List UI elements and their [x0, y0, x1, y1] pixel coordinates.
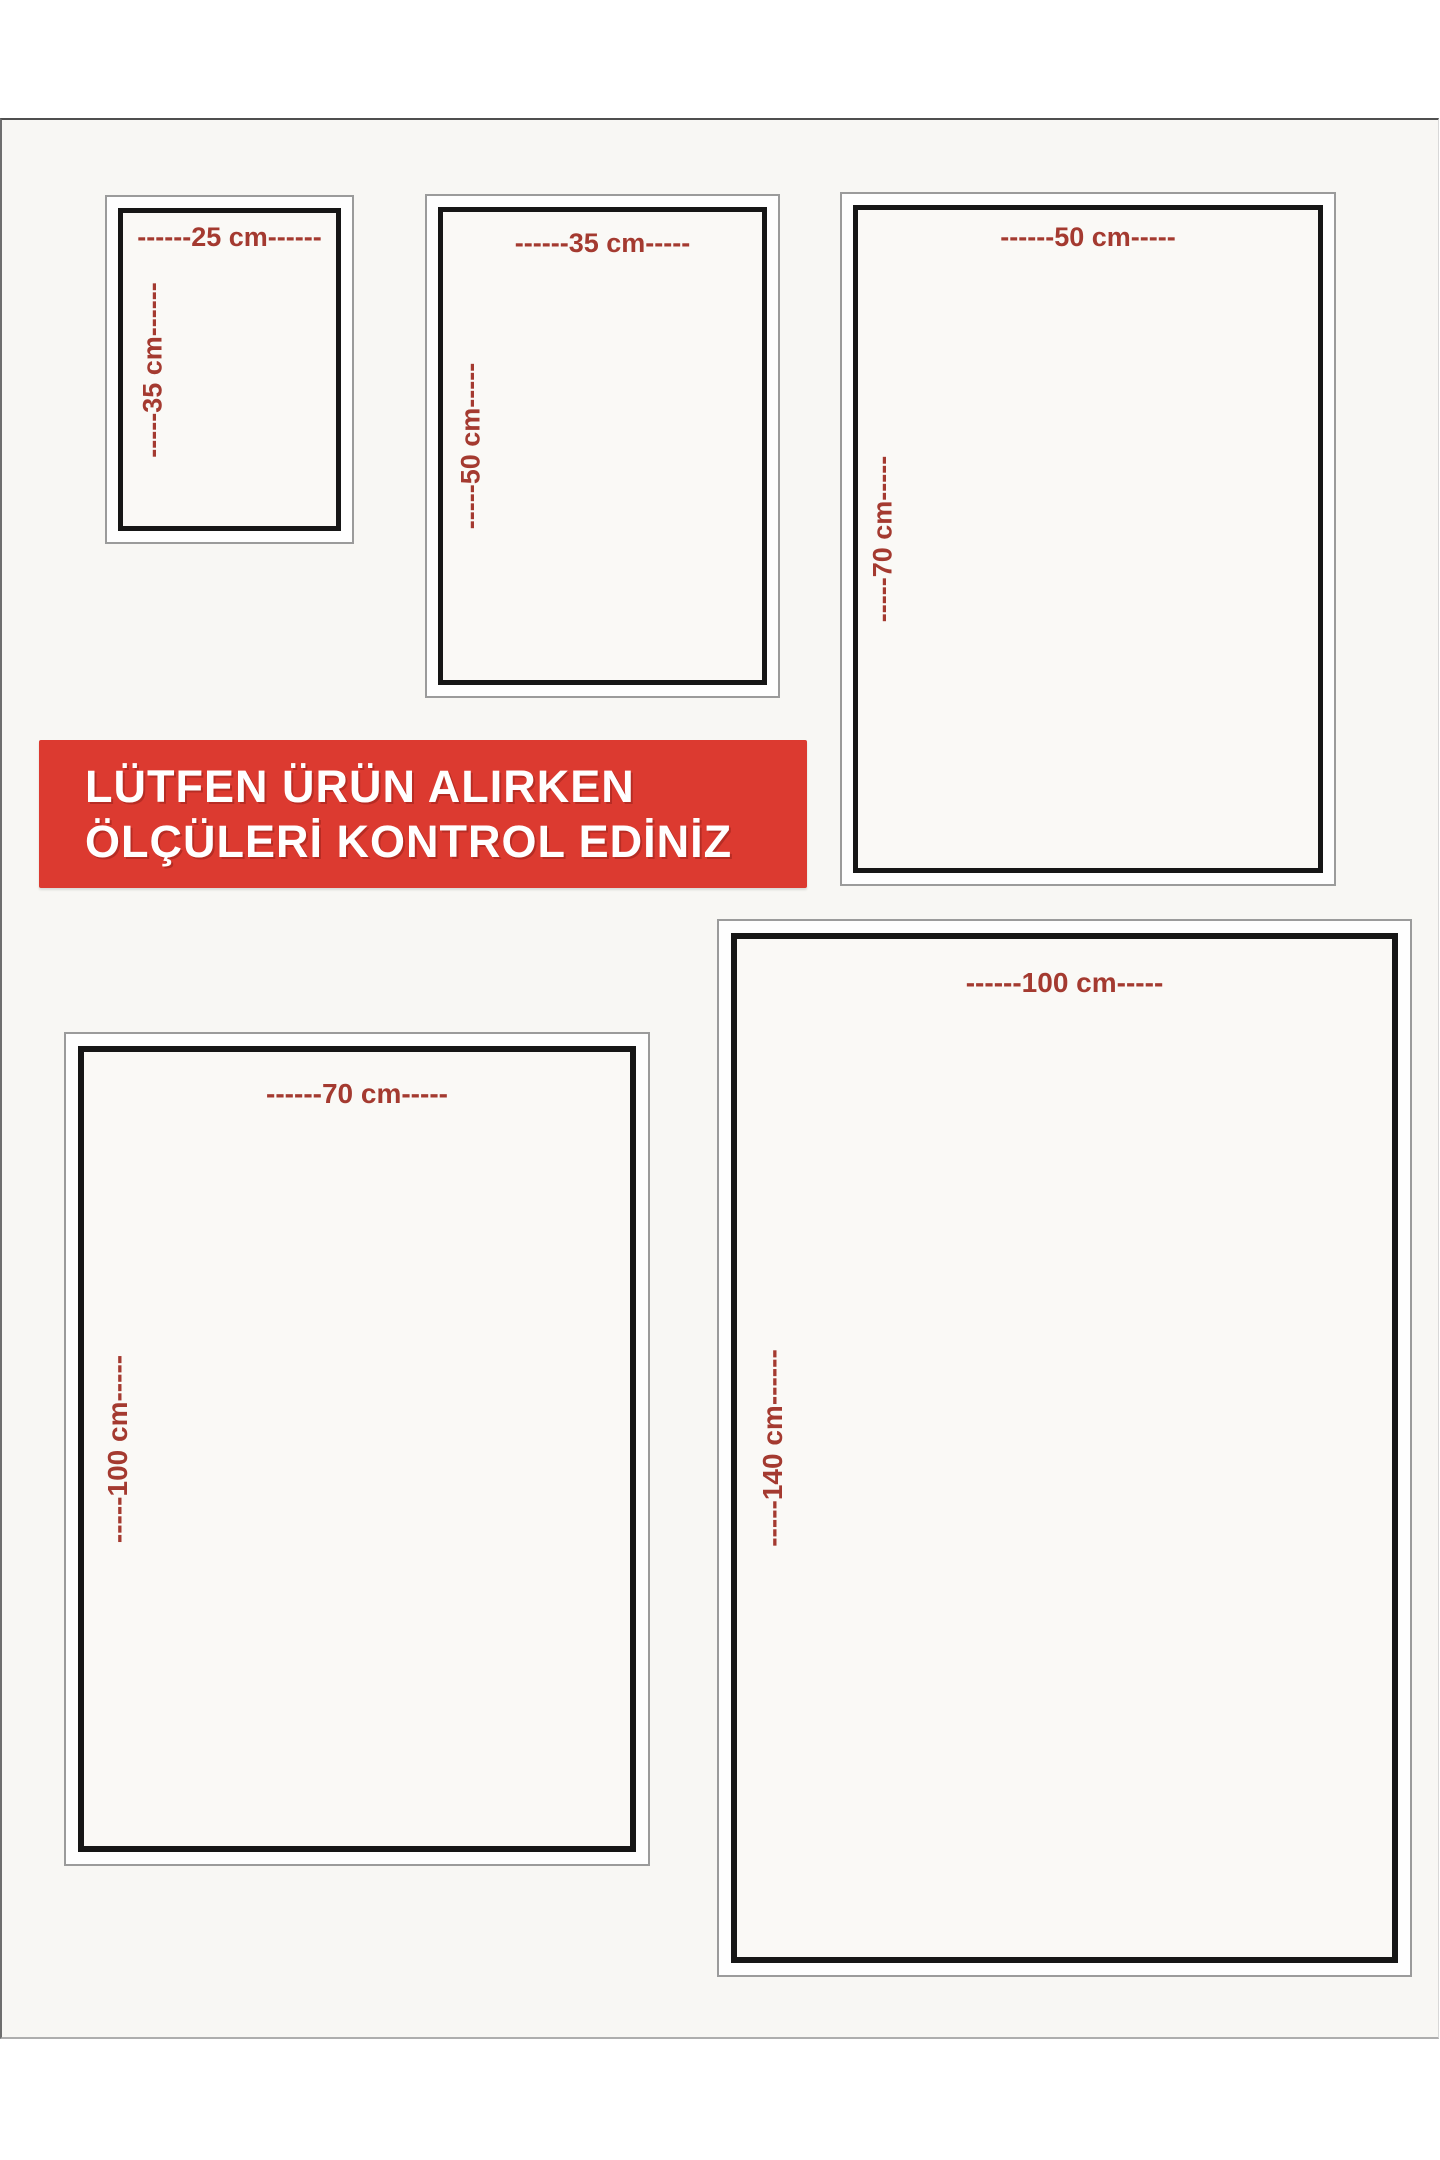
width-label: ------100 cm----- — [965, 967, 1164, 998]
size-guide-page — [0, 118, 1439, 2039]
warning-line-1: LÜTFEN ÜRÜN ALIRKEN — [85, 761, 635, 812]
width-label: ------35 cm----- — [514, 228, 691, 258]
size-box-frame — [78, 1046, 636, 1852]
width-label: ------25 cm------ — [137, 222, 322, 252]
height-label: -----70 cm----- — [867, 455, 898, 623]
size-box-frame — [118, 208, 341, 531]
width-label: ------50 cm----- — [1000, 222, 1176, 252]
height-label: -----35 cm------ — [137, 281, 168, 458]
size-box-frame — [731, 933, 1398, 1963]
height-label: -----50 cm----- — [455, 362, 486, 530]
height-label: -----140 cm------ — [757, 1349, 788, 1547]
height-label: -----100 cm----- — [102, 1354, 133, 1544]
warning-banner — [39, 740, 807, 888]
size-box-70x100 — [64, 1032, 650, 1866]
size-box-100x140 — [717, 919, 1412, 1977]
size-box-25x35 — [105, 195, 354, 544]
warning-line-2: ÖLÇÜLERİ KONTROL EDİNİZ — [85, 816, 733, 867]
size-box-frame — [853, 205, 1323, 873]
size-box-50x70 — [840, 192, 1336, 886]
width-label: ------70 cm----- — [266, 1078, 448, 1109]
size-box-frame — [438, 207, 767, 685]
size-box-35x50 — [425, 194, 780, 698]
